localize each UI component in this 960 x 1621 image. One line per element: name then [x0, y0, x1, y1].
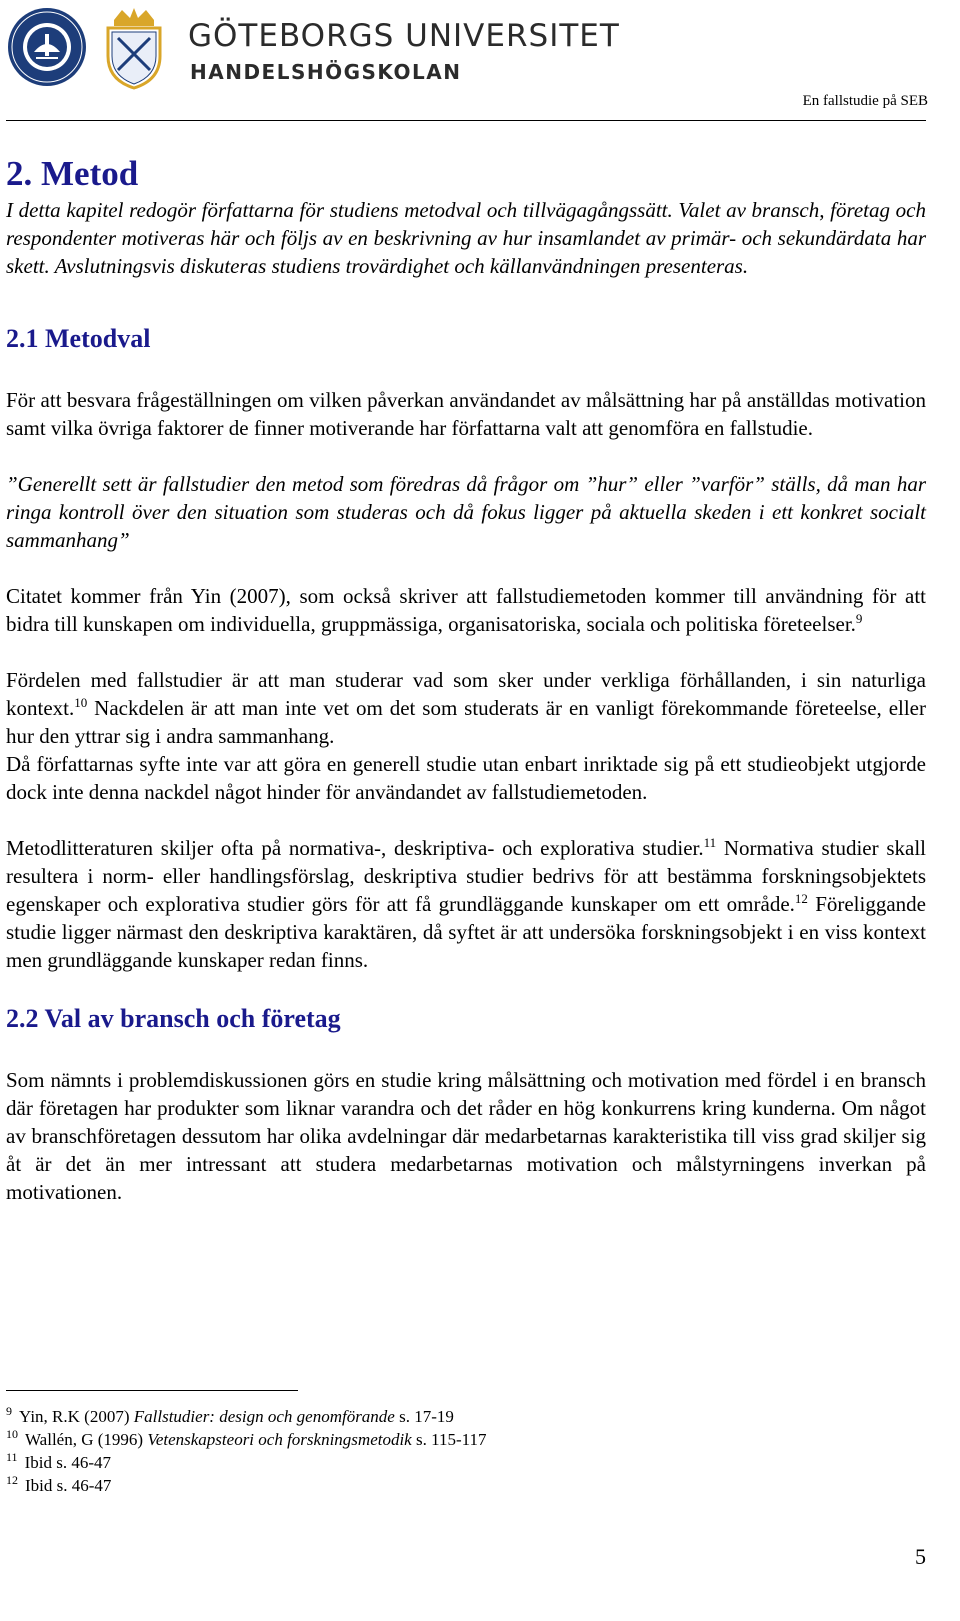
- paragraph: För att besvara frågeställningen om vilken påverkan användandet av målsättning har på anställdas motivation samt vilka övriga faktorer de finner motiverande har författarna valt att genomföra en fallstudie.: [6, 388, 926, 440]
- footnote-ref[interactable]: 12: [794, 891, 808, 906]
- footnote-ref[interactable]: 9: [855, 611, 863, 626]
- section-title-2-1: 2.1 Metodval: [6, 324, 151, 353]
- header-divider: [6, 120, 926, 121]
- paragraph: Då författarnas syfte inte var att göra en generell studie utan enbart inriktade sig på ett studieobjekt utgjorde dock inte denna nackdel något hinder för användandet av fallstudiemetoden.: [6, 752, 926, 804]
- school-name: HANDELSHÖGSKOLAN: [190, 60, 462, 84]
- university-seal-icon: [6, 6, 88, 88]
- university-name: GÖTEBORGS UNIVERSITET: [188, 18, 620, 54]
- page-header: [6, 6, 956, 96]
- footnote-item: $^9$ Yin, R.K (2007) Fallstudier: design och genomförande s. 17-19: [6, 1404, 454, 1426]
- page-number: 5: [915, 1544, 926, 1569]
- footnote-item: $^{10}$ Wallén, G (1996) Vetenskapsteori och forskningsmetodik s. 115-117: [6, 1427, 487, 1449]
- section-title-2-2: 2.2 Val av bransch och företag: [6, 1004, 341, 1033]
- paragraph: Som nämnts i problemdiskussionen görs en studie kring målsättning och motivation med fördel i en bransch där företagen har produkter som liknar varandra och det råder en hög konkurrens kring kunderna. Om något av branschföretagen dessutom har olika avdelningar där medarbetarnas karakteristika till viss grad skiljer sig åt är det än mer intressant att studera medarbetarnas motivation och målstyrningens inverkan på motivationen.: [6, 1068, 926, 1204]
- footnote-item: $^{11}$ Ibid s. 46-47: [6, 1450, 111, 1472]
- block-quote: ”Generellt sett är fallstudier den metod som föredras då frågor om ”hur” eller ”varför” ställs, då man har ringa kontroll över den situation som studeras och då fokus ligger på aktuella skeden i ett konkret socialt sammanhang”: [6, 472, 926, 552]
- footnote-item: $^{12}$ Ibid s. 46-47: [6, 1473, 112, 1495]
- university-crest-icon: [100, 6, 168, 90]
- footnote-ref[interactable]: 11: [703, 835, 717, 850]
- paragraph: Citatet kommer från Yin (2007), som också skriver att fallstudiemetoden kommer till användning för att bidra till kunskapen om individuella, gruppmässiga, organisatoriska, sociala och politiska företeelser.$^9$: [6, 584, 926, 636]
- paragraph: Fördelen med fallstudier är att man studerar vad som sker under verkliga förhållanden, i sin naturliga kontext.$^{10}$ Nackdelen är att man inte vet om det som studerats är en vanligt förekommande företeelse, eller hur den yttrar sig i andra sammanhang.: [6, 668, 926, 748]
- chapter-title: 2. Metod: [6, 154, 139, 193]
- footnotes: [6, 1390, 926, 1497]
- running-head: En fallstudie på SEB: [802, 93, 928, 109]
- footnote-ref[interactable]: 10: [74, 695, 88, 710]
- chapter-intro: I detta kapitel redogör författarna för studiens metodval och tillvägagångssätt. Valet av bransch, företag och respondenter motiveras här och följs av en beskrivning av hur insamlandet av primär- och sekundärdata har skett. Avslutningsvis diskuteras studiens trovärdighet och källanvändningen presenteras.: [6, 198, 926, 278]
- page-content: [6, 152, 926, 1206]
- footnote-divider: [6, 1390, 298, 1391]
- paragraph: Metodlitteraturen skiljer ofta på normativa-, deskriptiva- och explorativa studier.$^{11}$ Normativa studier skall resultera i norm- eller handlingsförslag, deskriptiva studier bedrivs för att bestämma forskningsobjektets egenskaper och explorativa studier görs för att få grundläggande kunskaper om ett område.$^{12}$ Föreliggande studie ligger närmast den deskriptiva karaktären, då syftet är att undersöka forskningsobjekt i en viss kontext men grundläggande kunskaper redan finns.: [6, 835, 927, 972]
